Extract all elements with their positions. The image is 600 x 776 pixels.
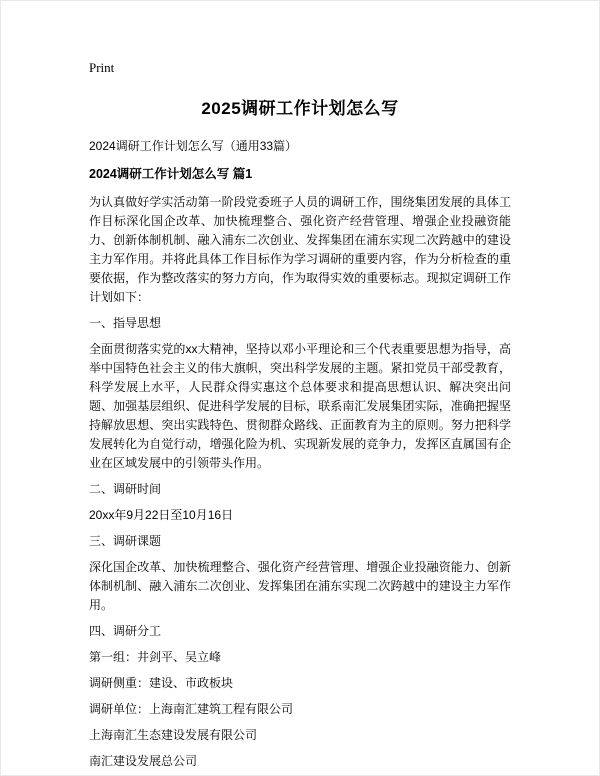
section-1-paragraph: 全面贯彻落实党的xx大精神，坚持以邓小平理论和三个代表重要思想为指导，高举中国特色社会主义的伟大旗帜，突出科学发展的主题。紧扣党员干部受教育，科学发展上水平，人民群众得实惠这个总体要求和提高思想认识、解决突出问题、加强基层组织、促进科学发展的目标，联系南汇发展集团实际，准确把握坚持解放思想、突出实践特色、贯彻群众路线、正面教育为主的原则。努力把科学发展转化为自觉行动，增强化险为机、实现新发展的竞争力，发挥区直属国有企业在区域发展中的引领带头作用。 — [89, 342, 511, 470]
print-button[interactable]: Print — [89, 60, 115, 75]
page-title: 2025调研工作计划怎么写 — [201, 99, 399, 118]
group-1-line: 第一组：井剑平、吴立峰 — [89, 650, 222, 664]
section-2-paragraph: 20xx年9月22日至10月16日 — [89, 508, 234, 522]
research-unit-line: 调研单位：上海南汇建筑工程有限公司 — [89, 702, 294, 716]
article-heading: 2024调研工作计划怎么写 篇1 — [89, 167, 253, 181]
section-heading-3: 三、调研课题 — [89, 534, 162, 548]
section-3-paragraph: 深化国企改革、加快梳理整合、强化资产经营管理、增强企业投融资能力、创新体制机制、融入浦东二次创业、发挥集团在浦东实现二次跨越中的建设主力军作用。 — [89, 560, 511, 612]
intro-paragraph: 为认真做好学实活动第一阶段党委班子人员的调研工作，围绕集团发展的具体工作目标深化国企改革、加快梳理整合、强化资产经营管理、增强企业投融资能力、创新体制机制、融入浦东二次创业、发挥集团在浦东实现二次跨越中的建设主力军作用。并将此具体工作目标作为学习调研的重要内容，作为分析检查的重要依据，作为整改落实的努力方向，作为取得实效的重要标志。现拟定调研工作计划如下： — [89, 195, 511, 304]
section-heading-1: 一、指导思想 — [89, 316, 162, 330]
research-focus-line: 调研侧重：建设、市政板块 — [89, 676, 234, 690]
company-line-2: 南汇建设发展总公司 — [89, 754, 198, 768]
company-line-1: 上海南汇生态建设发展有限公司 — [89, 728, 258, 742]
document-content — [1, 1, 599, 771]
section-heading-2: 二、调研时间 — [89, 482, 162, 496]
section-heading-4: 四、调研分工 — [89, 624, 162, 638]
document-subtitle: 2024调研工作计划怎么写（通用33篇） — [89, 139, 298, 153]
